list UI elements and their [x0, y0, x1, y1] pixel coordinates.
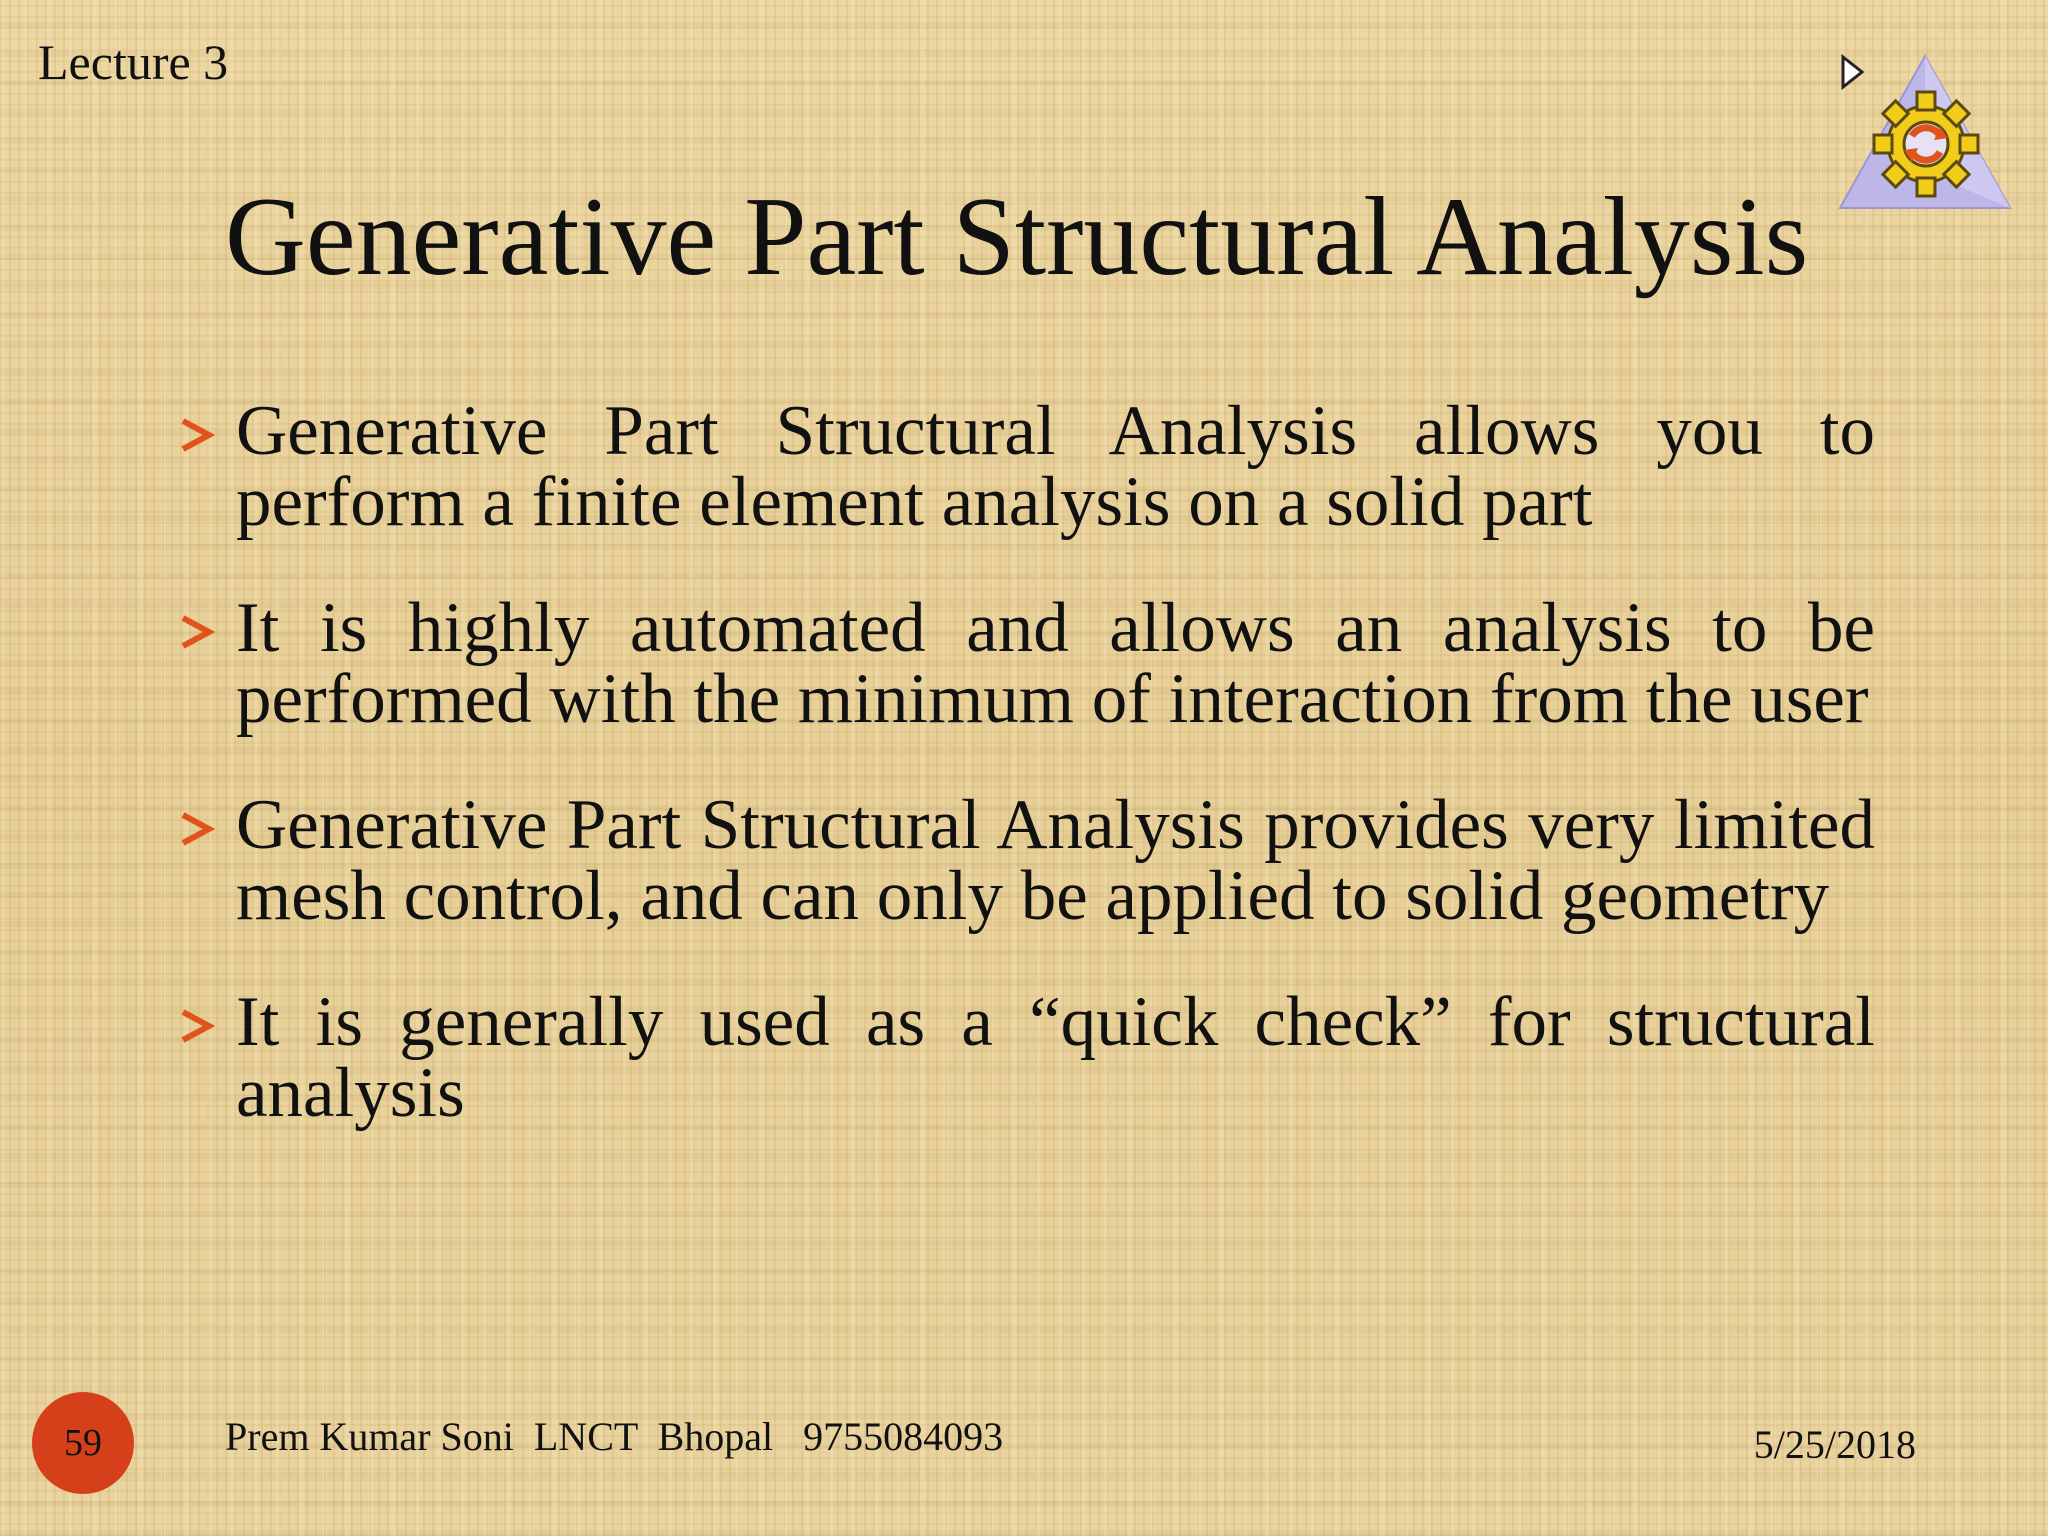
orange-arrow-bullet-icon [177, 613, 215, 651]
orange-arrow-bullet-icon [177, 1007, 215, 1045]
play-arrow-icon[interactable] [1838, 52, 1868, 92]
slide-number-badge: 59 [32, 1392, 134, 1494]
bullet-text: It is highly automated and allows an analysis to be performed with the minimum of interaction from the user [236, 589, 1875, 738]
bullet-item [175, 392, 1875, 541]
bullet-list [175, 392, 1875, 1184]
bullet-text: Generative Part Structural Analysis provides very limited mesh control, and can only be applied to solid geometry [236, 786, 1875, 935]
orange-arrow-bullet-icon [177, 416, 215, 454]
bullet-item [175, 786, 1875, 935]
bullet-text: It is generally used as a “quick check” for structural analysis [236, 983, 1875, 1132]
footer-author: Prem Kumar Soni LNCT Bhopal 9755084093 [225, 1414, 1004, 1459]
footer-date: 5/25/2018 [1753, 1422, 1916, 1467]
lecture-label: Lecture 3 [38, 34, 229, 90]
bullet-item [175, 983, 1875, 1132]
bullet-text: Generative Part Structural Analysis allows you to perform a finite element analysis on a solid part [236, 392, 1875, 541]
slide-title: Generative Part Structural Analysis [225, 175, 1809, 299]
orange-arrow-bullet-icon [177, 810, 215, 848]
bullet-item [175, 589, 1875, 738]
